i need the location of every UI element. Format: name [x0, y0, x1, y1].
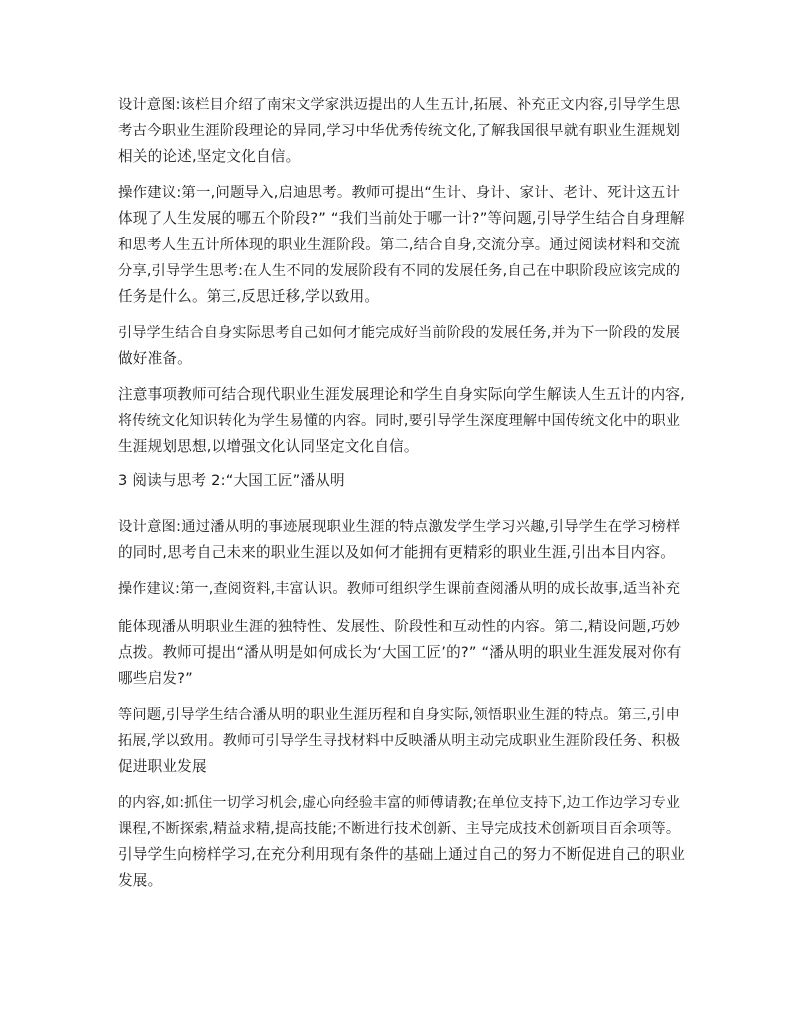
text-line: 相关的论述,坚定文化自信。: [118, 148, 301, 165]
text-line: 注意事项教师可结合现代职业生涯发展理论和学生自身实际向学生解读人生五计的内容,: [118, 386, 686, 403]
text-line: 点拨。教师可提出“潘从明是如何成长为‘大国工匠’的?” “潘从明的职业生涯发展对你有: [118, 644, 682, 661]
text-line: 操作建议:第一,查阅资料,丰富认识。教师可组织学生课前查阅潘从明的成长故事,适当补充: [118, 581, 681, 597]
questions-paragraph: [118, 702, 686, 780]
section-heading: [118, 468, 686, 494]
design-intent-paragraph-2: [118, 514, 686, 566]
text-line: 操作建议:第一,问题导入,启迪思考。教师可提出“生计、身计、家计、老计、死计这五计: [118, 185, 681, 201]
content-paragraph: [118, 790, 686, 894]
text-line: 将传统文化知识转化为学生易懂的内容。同时,要引导学生深度理解中国传统文化中的职业: [118, 413, 681, 429]
design-intent-paragraph-1: [118, 92, 686, 170]
text-line: 等问题,引导学生结合潘从明的职业生涯历程和自身实际,领悟职业生涯的特点。第三,引申: [118, 707, 681, 723]
text-line: 的同时,思考自己未来的职业生涯以及如何才能拥有更精彩的职业生涯,引出本目内容。: [118, 544, 676, 561]
text-line: 引导学生向榜样学习,在充分利用现有条件的基础上通过自己的努力不断促进自己的职业: [118, 846, 686, 863]
text-line: 促进职业发展: [118, 758, 207, 775]
text-line: 分享,引导学生思考:在人生不同的发展阶段有不同的发展任务,自己在中职阶段应该完成的: [118, 263, 681, 279]
operation-advice-paragraph-1: [118, 180, 686, 310]
text-line: 发展。: [118, 872, 163, 889]
text-line: 课程,不断探索,精益求精,提高技能;不断进行技术创新、主导完成技术创新项目百余项等。: [118, 821, 681, 837]
operation-advice-continued: [118, 614, 686, 692]
text-line: 考古今职业生涯阶段理论的异同,学习中华优秀传统文化,了解我国很早就有职业生涯规划: [118, 123, 681, 139]
text-line: 和思考人生五计所体现的职业生涯阶段。第二,结合自身,交流分享。通过阅读材料和交流: [118, 237, 681, 253]
text-line: 做好准备。: [118, 350, 192, 367]
text-line: 设计意图:该栏目介绍了南宋文学家洪迈提出的人生五计,拓展、补充正文内容,引导学生思: [118, 97, 681, 113]
operation-advice-paragraph-2: [118, 576, 686, 602]
text-line: 体现了人生发展的哪五个阶段?” “我们当前处于哪一计?”等问题,引导学生结合自身理解: [118, 210, 685, 227]
text-line: 设计意图:通过潘从明的事迹展现职业生涯的特点激发学生学习兴趣,引导学生在学习榜样: [118, 519, 681, 535]
notes-paragraph: [118, 382, 686, 460]
text-line: 3 阅读与思考 2:“大国工匠”潘从明: [118, 472, 345, 489]
text-line: 任务是什么。第三,反思迁移,学以致用。: [118, 288, 380, 305]
text-line: 能体现潘从明职业生涯的独特性、发展性、阶段性和互动性的内容。第二,精设问题,巧妙: [118, 619, 681, 635]
text-line: 拓展,学以致用。教师可引导学生寻找材料中反映潘从明主动完成职业生涯阶段任务、积极: [118, 733, 681, 749]
text-line: 生涯规划思想,以增强文化认同坚定文化自信。: [118, 438, 419, 455]
text-line: 的内容,如:抓住一切学习机会,虚心向经验丰富的师傅请教;在单位支持下,边工作边学习专业: [118, 795, 681, 811]
guidance-paragraph: [118, 320, 686, 372]
text-line: 哪些启发?”: [118, 670, 193, 687]
text-line: 引导学生结合自身实际思考自己如何才能完成好当前阶段的发展任务,并为下一阶段的发展: [118, 325, 681, 341]
